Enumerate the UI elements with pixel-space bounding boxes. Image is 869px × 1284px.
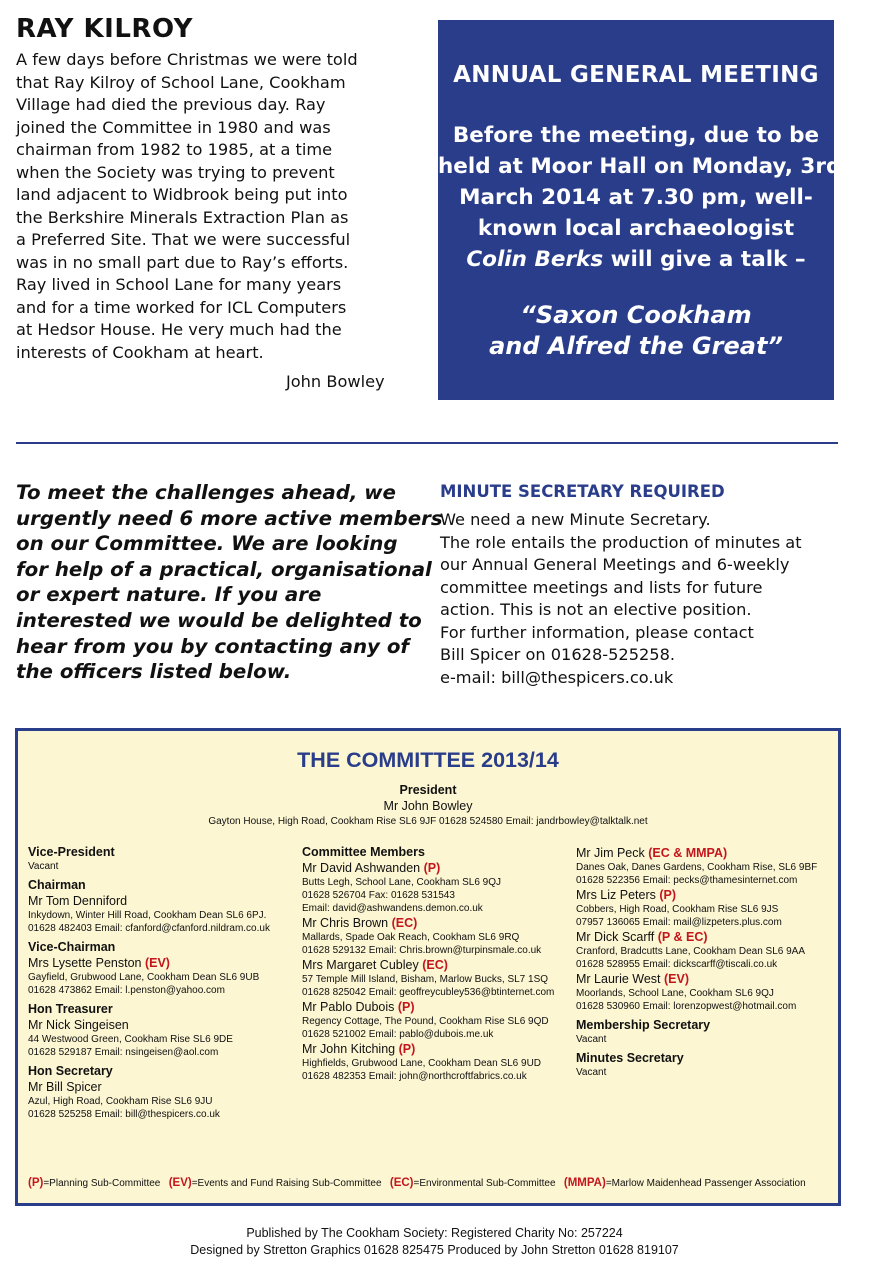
ray-kilroy-article	[16, 49, 436, 364]
appeal-line: urgently need 6 more active members	[16, 506, 443, 530]
member-name: Mr Laurie West	[576, 972, 661, 986]
member-name-row	[302, 860, 572, 876]
president-address: Gayton House, High Road, Cookham Rise SL6 9JF 01628 524580 Email: jandrbowley@talktalk.net	[208, 816, 648, 827]
appeal-line: the officers listed below.	[16, 660, 292, 684]
member-name-row	[302, 1041, 572, 1057]
member-name: Mrs Liz Peters	[576, 888, 656, 902]
article-signature: John Bowley	[286, 372, 385, 391]
secretary-address: Azul, High Road, Cookham Rise SL6 9JU	[28, 1096, 213, 1107]
minutes-secretary-heading: Minutes Secretary	[576, 1051, 684, 1065]
member-address: Regency Cottage, The Pound, Cookham Rise SL6 9QD	[302, 1016, 549, 1027]
article-line: was in no small part due to Ray’s efforts.	[16, 252, 349, 272]
member-contact: 01628 530960 Email: lorenzopwest@hotmail.com	[576, 1001, 797, 1012]
subcommittee-tag: (EC & MMPA)	[648, 846, 728, 860]
member-name: Mr David Ashwanden	[302, 861, 421, 875]
member-address: Danes Oak, Danes Gardens, Cookham Rise, SL6 9BF	[576, 862, 818, 873]
vice-president-heading: Vice-President	[28, 845, 115, 859]
ms-line: action. This is not an elective position.	[440, 600, 752, 619]
agm-talk-title	[438, 300, 834, 362]
subcommittee-tag: (P)	[423, 861, 441, 875]
subcommittee-tag: (EC)	[422, 958, 448, 972]
agm-line: Before the meeting, due to be	[452, 123, 820, 148]
member-email: Email: david@ashwandens.demon.co.uk	[302, 903, 483, 914]
member-name-row	[302, 999, 572, 1015]
ms-line: Bill Spicer on 01628-525258.	[440, 645, 676, 664]
member-address: Butts Legh, School Lane, Cookham SL6 9QJ	[302, 877, 502, 888]
member-name: Mr John Kitching	[302, 1042, 396, 1056]
member-name-row	[302, 915, 572, 931]
legend-text: =Marlow Maidenhead Passenger Association	[605, 1178, 806, 1189]
secretary-name: Mr Bill Spicer	[28, 1080, 102, 1094]
legend-code: (P)	[28, 1177, 44, 1189]
treasurer-address: 44 Westwood Green, Cookham Rise SL6 9DE	[28, 1034, 233, 1045]
article-line: the Berkshire Minerals Extraction Plan as	[16, 207, 349, 227]
subcommittee-tag: (EV)	[664, 972, 689, 986]
chairman-address: Inkydown, Winter Hill Road, Cookham Dean SL6 6PJ.	[28, 910, 267, 921]
member-name: Mr Dick Scarff	[576, 930, 655, 944]
subcommittee-tag: (P & EC)	[657, 930, 708, 944]
committee-members-heading: Committee Members	[302, 845, 425, 859]
secretary-contact: 01628 525258 Email: bill@thespicers.co.uk	[28, 1109, 220, 1120]
vice-chairman-name: Mrs Lysette Penston	[28, 956, 142, 970]
chairman-name: Mr Tom Denniford	[28, 894, 128, 908]
member-contact: 01628 482353 Email: john@northcroftfabrics.co.uk	[302, 1071, 527, 1082]
agm-speaker-suffix: will give a talk –	[603, 247, 806, 272]
minute-secretary-title: MINUTE SECRETARY REQUIRED	[440, 482, 725, 501]
ray-kilroy-title: RAY KILROY	[16, 14, 193, 44]
member-contact: 01628 528955 Email: dickscarff@tiscali.co.uk	[576, 959, 778, 970]
member-name-row	[576, 887, 838, 903]
ms-line: For further information, please contact	[440, 622, 754, 642]
article-line: and for a time worked for ICL Computers	[16, 297, 347, 317]
agm-line: held at Moor Hall on Monday, 3rd	[438, 154, 842, 179]
agm-line: known local archaeologist	[477, 216, 795, 241]
member-contact: 01628 529132 Email: Chris.brown@turpinsmale.co.uk	[302, 945, 542, 956]
minutes-secretary-status: Vacant	[576, 1067, 607, 1078]
subcommittee-tag: (P)	[659, 888, 677, 902]
member-name-row	[302, 957, 572, 973]
article-line: that Ray Kilroy of School Lane, Cookham	[16, 72, 346, 92]
footer-publisher: Published by The Cookham Society: Registered Charity No: 257224	[246, 1226, 623, 1240]
agm-speaker-line	[438, 244, 834, 275]
article-line: Ray lived in School Lane for many years	[16, 275, 342, 294]
appeal-line: To meet the challenges ahead, we	[16, 481, 396, 504]
article-line: interests of Cookham at heart.	[16, 342, 264, 362]
member-address: Mallards, Spade Oak Reach, Cookham SL6 9RQ	[302, 932, 520, 943]
article-line: chairman from 1982 to 1985, at a time	[16, 140, 333, 159]
secretary-heading: Hon Secretary	[28, 1064, 113, 1078]
vice-chairman-contact: 01628 473862 Email: l.penston@yahoo.com	[28, 985, 225, 996]
legend-text: =Events and Fund Raising Sub-Committee	[191, 1178, 382, 1189]
treasurer-name: Mr Nick Singeisen	[28, 1018, 129, 1032]
subcommittee-legend	[28, 1177, 806, 1189]
subcommittee-tag: (P)	[397, 1000, 415, 1014]
footer	[0, 1225, 869, 1258]
committee-box	[15, 728, 841, 1206]
article-line: a Preferred Site. That we were successful	[16, 230, 351, 249]
legend-text: =Environmental Sub-Committee	[413, 1178, 556, 1189]
agm-notice-box	[438, 20, 842, 400]
article-line: joined the Committee in 1980 and was	[16, 117, 331, 137]
member-contact: 07957 136065 Email: mail@lizpeters.plus.com	[576, 917, 782, 928]
member-name: Mr Pablo Dubois	[302, 1000, 395, 1014]
chairman-heading: Chairman	[28, 878, 86, 892]
president-name: Mr John Bowley	[383, 799, 473, 813]
member-name-row	[576, 971, 838, 987]
president-heading: President	[399, 783, 457, 797]
minute-secretary-text	[440, 509, 802, 689]
committee-members-column-2	[576, 845, 838, 1079]
subcommittee-tag: (EC)	[391, 916, 418, 930]
member-address: Moorlands, School Lane, Cookham SL6 9QJ	[576, 988, 774, 999]
member-name: Mr Chris Brown	[302, 916, 389, 930]
member-name-row	[576, 845, 838, 861]
agm-details	[438, 120, 842, 275]
member-contact: 01628 526704 Fax: 01628 531543	[302, 890, 455, 901]
member-address: Cranford, Bradcutts Lane, Cookham Dean SL6 9AA	[576, 946, 806, 957]
article-line: A few days before Christmas we were told	[16, 50, 358, 69]
member-address: Highfields, Grubwood Lane, Cookham Dean SL6 9UD	[302, 1058, 542, 1069]
section-divider	[16, 442, 838, 444]
membership-secretary-status: Vacant	[576, 1034, 607, 1045]
subcommittee-tag: (EV)	[144, 956, 170, 970]
appeal-line: for help of a practical, organisational	[16, 557, 432, 581]
appeal-line: or expert nature. If you are	[16, 583, 322, 607]
appeal-line: on our Committee. We are looking	[16, 532, 398, 556]
article-line: at Hedsor House. He very much had the	[16, 320, 342, 339]
agm-speaker: Colin Berks	[466, 247, 604, 272]
treasurer-contact: 01628 529187 Email: nsingeisen@aol.com	[28, 1047, 219, 1058]
footer-credits: Designed by Stretton Graphics 01628 825475 Produced by John Stretton 01628 819107	[190, 1242, 679, 1257]
appeal-line: hear from you by contacting any of	[16, 634, 410, 658]
article-line: land adjacent to Widbrook being put into	[16, 185, 348, 204]
member-address: 57 Temple Mill Island, Bisham, Marlow Bucks, SL7 1SQ	[302, 974, 549, 985]
committee-title: THE COMMITTEE 2013/14	[297, 748, 559, 772]
membership-secretary-heading: Membership Secretary	[576, 1018, 711, 1032]
vice-chairman-heading: Vice-Chairman	[28, 940, 116, 954]
appeal-line: interested we would be delighted to	[16, 608, 422, 632]
ms-line: our Annual General Meetings and 6-weekly	[440, 555, 790, 574]
member-contact: 01628 521002 Email: pablo@dubois.me.uk	[302, 1029, 494, 1040]
member-address: Cobbers, High Road, Cookham Rise SL6 9JS	[576, 904, 779, 915]
treasurer-heading: Hon Treasurer	[28, 1002, 113, 1016]
ms-line: committee meetings and lists for future	[440, 577, 763, 597]
legend-code: (EC)	[389, 1177, 414, 1189]
chairman-contact: 01628 482403 Email: cfanford@cfanford.nildram.co.uk	[28, 923, 270, 934]
article-line: when the Society was trying to prevent	[16, 162, 335, 182]
ms-email-line[interactable]: e-mail: bill@thespicers.co.uk	[440, 667, 674, 687]
member-name-row	[576, 929, 838, 945]
agm-quote-line: and Alfred the Great”	[489, 332, 783, 360]
ms-line: We need a new Minute Secretary.	[440, 510, 711, 529]
member-contact: 01628 522356 Email: pecks@thamesinternet.com	[576, 875, 798, 886]
officers-column	[28, 845, 288, 1121]
article-line: Village had died the previous day. Ray	[16, 95, 326, 114]
committee-members-column	[302, 845, 572, 1083]
agm-line: March 2014 at 7.30 pm, well-	[459, 185, 813, 210]
subcommittee-tag: (P)	[398, 1042, 416, 1056]
agm-title: ANNUAL GENERAL MEETING	[453, 62, 819, 88]
member-contact: 01628 825042 Email: geoffreycubley536@btinternet.com	[302, 987, 555, 998]
committee-appeal	[16, 480, 443, 685]
vice-chairman-name-row	[28, 955, 288, 971]
vice-president-status: Vacant	[28, 861, 59, 872]
vice-chairman-address: Gayfield, Grubwood Lane, Cookham Dean SL6 9UB	[28, 972, 260, 983]
ms-line: The role entails the production of minutes at	[440, 532, 802, 552]
legend-code: (MMPA)	[563, 1177, 606, 1189]
member-name: Mrs Margaret Cubley	[302, 958, 419, 972]
legend-text: =Planning Sub-Committee	[43, 1178, 161, 1189]
agm-quote-line: “Saxon Cookham	[520, 301, 752, 329]
legend-code: (EV)	[168, 1177, 192, 1189]
member-name: Mr Jim Peck	[576, 846, 645, 860]
